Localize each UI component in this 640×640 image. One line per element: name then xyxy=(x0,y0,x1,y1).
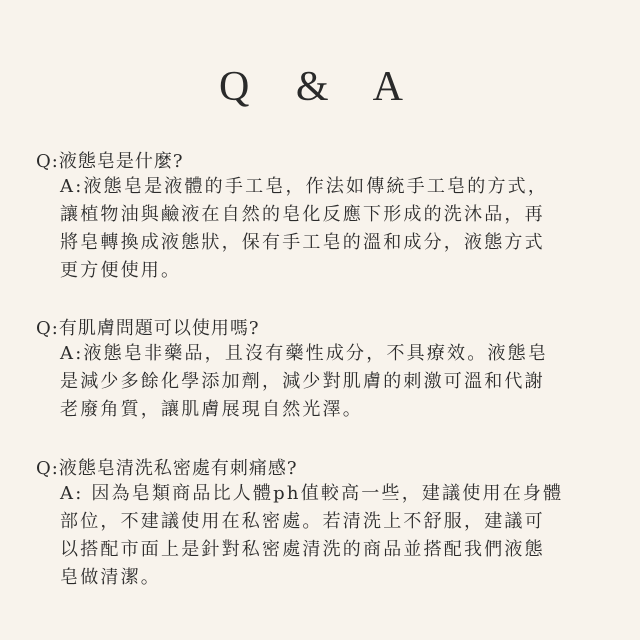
answer-3-line-3: 以搭配市面上是針對私密處清洗的商品並搭配我們液態 xyxy=(60,539,545,560)
answer-3 xyxy=(60,480,616,592)
answer-2-line-3: 老廢角質，讓肌膚展現自然光澤。 xyxy=(60,399,363,420)
qa-item-1 xyxy=(36,151,616,285)
qa-item-3 xyxy=(36,458,616,592)
answer-2 xyxy=(60,340,616,424)
question-3: Q:液態皂清洗私密處有刺痛感? xyxy=(36,458,298,479)
page-title: Q & A xyxy=(218,64,421,110)
answer-2-line-1: A:液態皂非藥品，且沒有藥性成分，不具療效。液態皂 xyxy=(60,343,549,364)
question-2: Q:有肌膚問題可以使用嗎? xyxy=(36,318,260,339)
answer-1-line-1: A:液態皂是液體的手工皂，作法如傳統手工皂的方式， xyxy=(60,176,549,197)
qa-item-2 xyxy=(36,318,616,424)
answer-3-line-1: A: 因為皂類商品比人體ph值較高一些，建議使用在身體 xyxy=(60,483,564,504)
answer-3-line-4: 皂做清潔。 xyxy=(60,567,161,588)
answer-1-line-4: 更方便使用。 xyxy=(60,260,182,281)
answer-1 xyxy=(60,173,616,285)
answer-1-line-2: 讓植物油與鹼液在自然的皂化反應下形成的洗沐品，再 xyxy=(60,204,545,225)
question-1: Q:液態皂是什麼? xyxy=(36,151,184,172)
answer-2-line-2: 是減少多餘化學添加劑，減少對肌膚的刺激可溫和代謝 xyxy=(60,371,545,392)
answer-3-line-2: 部位，不建議使用在私密處。若清洗上不舒服，建議可 xyxy=(60,511,545,532)
answer-1-line-3: 將皂轉換成液態狀，保有手工皂的溫和成分，液態方式 xyxy=(60,232,545,253)
